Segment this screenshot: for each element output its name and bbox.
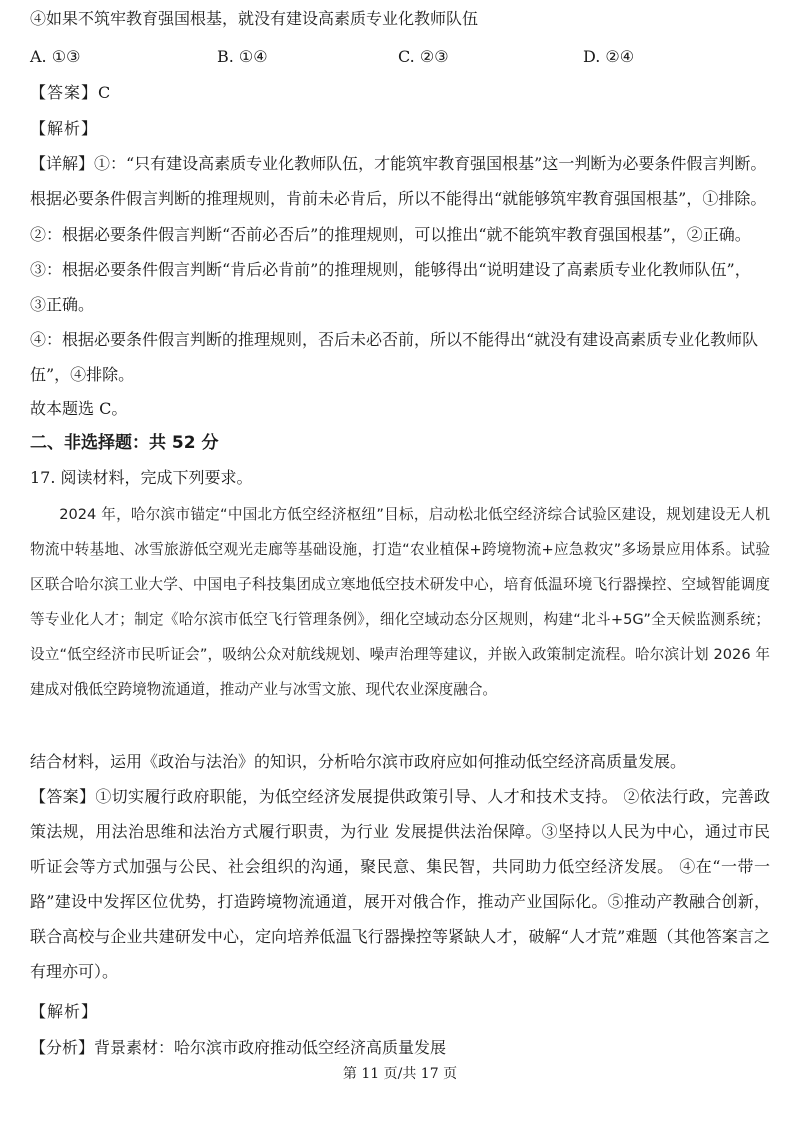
q16-detail-line-7: 伍”，④排除。 [30,365,135,384]
q17-answer: 【答案】①切实履行政府职能，为低空经济发展提供政策引导、人才和技术支持。 ②依法行政，完善政策法规，用法治思维和法治方式履行职责，为行业 发展提供法治保障。③坚持以人民为中心，通过市民听证会等方式加强与公民、社会组织的沟通，聚民意、集民智，共同助力低空经济发展。 ④在“一带一路”建设中发挥区位优势，打造跨境物流通道，展开对俄合作，推动产业国际化。⑤推动产教融合创新，联合高校与企业共建研发中心，定向培养低温飞行器操控等紧缺人才，破解“人才荒”难题（其他答案言之有理亦可）。 [30,787,770,981]
option-d: D. ②④ [583,47,635,66]
q16-detail-line-6: ④：根据必要条件假言判断的推理规则，否后未必否前，所以不能得出“就没有建设高素质专业化教师队 [30,330,759,349]
q16-statement-4: ④如果不筑牢教育强国根基，就没有建设高素质专业化教师队伍 [30,9,479,28]
q16-detail-line-2: 根据必要条件假言判断的推理规则，肯前未必肯后，所以不能得出“就能够筑牢教育强国根基”，①排除。 [30,189,767,208]
q16-analysis-label: 【解析】 [30,119,99,138]
q16-detail-line-3: ②：根据必要条件假言判断“否前必否后”的推理规则，可以推出“就不能筑牢教育强国根基”，②正确。 [30,225,751,244]
q16-detail-line-4: ③：根据必要条件假言判断“肯后必肯前”的推理规则，能够得出“说明建设了高素质专业化教师队伍”， [30,260,751,279]
section-title: 二、非选择题：共 52 分 [30,433,219,453]
q17-prompt: 17. 阅读材料，完成下列要求。 [30,468,253,487]
q17-fenxi: 【分析】背景素材：哈尔滨市政府推动低空经济高质量发展 [30,1038,447,1057]
q17-material: 2024 年，哈尔滨市锚定“中国北方低空经济枢纽”目标，启动松北低空经济综合试验区建设，规划建设无人机物流中转基地、冰雪旅游低空观光走廊等基础设施，打造“农业植保+跨境物流+应急救灾”多场景应用体系。试验区联合哈尔滨工业大学、中国电子科技集团成立寒地低空技术研发中心，培育低温环境飞行器操控、空域智能调度等专业化人才；制定《哈尔滨市低空飞行管理条例》，细化空域动态分区规则，构建“北斗+5G”全天候监测系统；设立“低空经济市民听证会”，吸纳公众对航线规划、噪声治理等建议，并嵌入政策制定流程。哈尔滨计划 2026 年建成对俄低空跨境物流通道，推动产业与冰雪文旅、现代农业深度融合。 [30,506,770,698]
q16-detail-conclusion: 故本题选 C。 [30,399,128,418]
option-c: C. ②③ [398,47,449,66]
q16-detail-line-1: 【详解】①：“只有建设高素质专业化教师队伍，才能筑牢教育强国根基”这一判断为必要条件假言判断。 [30,154,767,173]
page-footer: 第 11 页/共 17 页 [342,1066,458,1082]
option-a: A. ①③ [30,47,81,66]
q17-analysis-label: 【解析】 [30,1002,99,1021]
q16-answer: 【答案】C [30,83,112,102]
option-b: B. ①④ [217,47,268,66]
q17-question: 结合材料，运用《政治与法治》的知识，分析哈尔滨市政府应如何推动低空经济高质量发展。 [30,752,687,771]
q16-detail-line-5: ③正确。 [30,295,95,314]
q16-options [30,46,770,68]
